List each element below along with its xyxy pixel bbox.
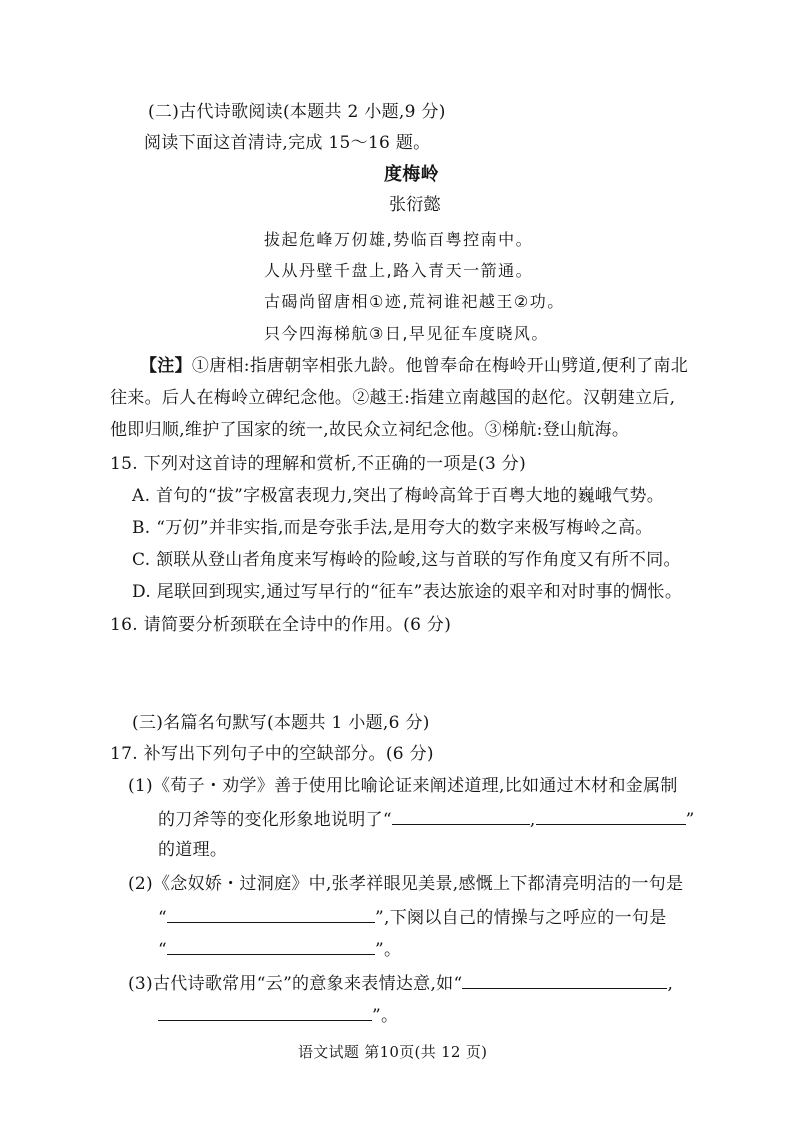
poem-author: 张衍懿 [389,195,441,215]
poem-line: 只今四海梯航③日,早见征车度晓风。 [264,324,549,343]
question-17-part-1: (1)《荀子・劝学》善于使用比喻论证来阐述道理,比如通过木材和金属制 [128,776,678,796]
poem-line: 拔起危峰万仞雄,势临百粤控南中。 [264,230,534,249]
question-text: “ [158,940,167,960]
question-16-stem: 16. 请简要分析颈联在全诗中的作用。(6 分) [110,615,452,635]
question-15-option-d: D. 尾联回到现实,通过写早行的“征车”表达旅途的艰辛和对时事的惆怅。 [132,582,683,602]
question-text: ”,下阕以自己的情操与之呼应的一句是 [375,908,667,928]
question-17-part-2-line [158,904,667,930]
note-first-line [140,354,688,378]
question-17-part-3 [128,970,673,996]
answer-blank[interactable] [392,806,530,825]
question-15-option-b: B. “万仞”并非实指,而是夸张手法,是用夸大的数字来极写梅岭之高。 [132,518,653,538]
question-text: 的刀斧等的变化形象地说明了“ [158,810,392,830]
note-text: 他即归顺,维护了国家的统一,故民众立祠纪念他。③梯航:登山航海。 [110,420,630,440]
question-text: , [667,974,674,994]
question-text: ”。 [375,940,402,960]
question-17-part-2-line [158,936,401,962]
section-intro: 阅读下面这首清诗,完成 15～16 题。 [144,133,431,153]
question-text: , [529,810,536,830]
answer-blank[interactable] [158,1002,372,1021]
answer-blank[interactable] [536,806,686,825]
poem-line: 古碣尚留唐相①迹,荒祠谁祀越王②功。 [264,292,565,311]
question-15-option-a: A. 首句的“拔”字极富表现力,突出了梅岭高耸于百粤大地的巍峨气势。 [132,486,665,506]
question-text: 的道理。 [158,840,228,860]
question-text: “ [158,908,167,928]
question-17-part-2: (2)《念奴娇・过洞庭》中,张孝祥眼见美景,感慨上下都清亮明洁的一句是 [128,874,684,894]
question-17-part-1-line [158,806,695,832]
question-text: ” [685,810,695,830]
section-heading: (三)名篇名句默写(本题共 1 小题,6 分) [132,713,430,733]
question-text: (3)古代诗歌常用“云”的意象来表情达意,如“ [128,974,463,994]
answer-blank[interactable] [167,904,375,923]
section-heading: (二)古代诗歌阅读(本题共 2 小题,9 分) [148,102,446,122]
question-15-stem: 15. 下列对这首诗的理解和赏析,不正确的一项是(3 分) [110,454,527,474]
question-17-part-3-line [158,1002,398,1028]
poem-line: 人从丹壁千盘上,路入青天一箭通。 [264,261,534,280]
poem-title: 度梅岭 [384,164,439,185]
question-15-option-c: C. 颔联从登山者角度来写梅岭的险峻,这与首联的写作角度又有所不同。 [132,550,681,570]
note-text: ①唐相:指唐朝宰相张九龄。他曾奉命在梅岭开山劈道,便利了南北 [191,356,689,376]
answer-blank[interactable] [167,936,375,955]
note-text: 往来。后人在梅岭立碑纪念他。②越王:指建立南越国的赵佗。汉朝建立后, [110,388,676,408]
answer-blank[interactable] [462,970,667,989]
question-text: ”。 [372,1006,399,1026]
question-17-stem: 17. 补写出下列句子中的空缺部分。(6 分) [110,744,434,764]
note-tag: 【注】 [140,356,192,376]
page-footer: 语文试题 第10页(共 12 页) [298,1043,488,1061]
